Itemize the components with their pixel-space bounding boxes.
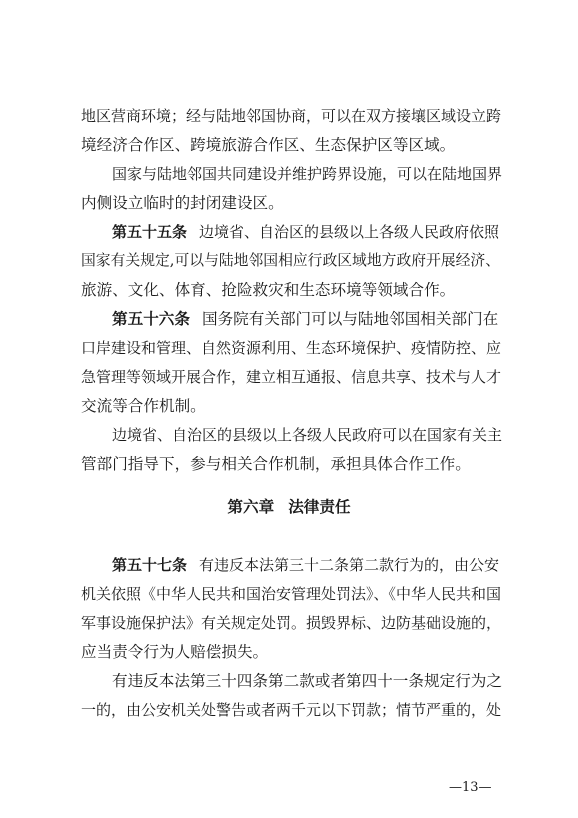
paragraph-line: 管部门指导下，参与相关合作机制，承担具体合作工作。 [81, 455, 471, 473]
chapter-heading [0, 497, 578, 517]
article-number: 第五十六条 [112, 310, 190, 328]
paragraph-line: 机关依照《中华人民共和国治安管理处罚法》、《中华人民共和国 [81, 585, 502, 603]
article-number: 第五十五条 [112, 223, 188, 241]
paragraph-text: 国务院有关部门可以与陆地邻国相关部门在 [201, 310, 499, 328]
paragraph-line: 国家有关规定,可以与陆地邻国相应行政区域地方政府开展经济、 [81, 252, 501, 269]
paragraph-line: 境经济合作区、跨境旅游合作区、生态保护区等区域。 [81, 136, 456, 154]
paragraph-line: 一的，由公安机关处警告或者两千元以下罚款；情节严重的，处 [81, 701, 502, 719]
paragraph-line: 军事设施保护法》有关规定处罚。损毁界标、边防基础设施的， [81, 614, 502, 632]
paragraph-line: 旅游、文化、体育、抢险救灾和生态环境等领域合作。 [81, 281, 456, 299]
article-number: 第五十七条 [112, 556, 188, 574]
paragraph-line: 地区营商环境；经与陆地邻国协商，可以在双方接壤区域设立跨 [81, 107, 502, 125]
paragraph-line: 内侧设立临时的封闭建设区。 [81, 194, 284, 212]
chapter-number: 第六章 [227, 498, 275, 516]
article-57-line [112, 555, 502, 575]
chapter-title: 法律责任 [288, 498, 351, 516]
paragraph-text: 边境省、自治区的县级以上各级人民政府依照 [199, 223, 500, 241]
page-number: —13— [449, 780, 492, 795]
paragraph-line: 应当责令行为人赔偿损失。 [81, 643, 269, 661]
article-55-line [112, 222, 502, 242]
paragraph-line: 有违反本法第三十四条第二款或者第四十一条规定行为之 [112, 672, 502, 690]
paragraph-line: 急管理等领域开展合作，建立相互通报、信息共享、技术与人才 [81, 368, 502, 386]
paragraph-line: 交流等合作机制。 [81, 397, 206, 415]
paragraph-line: 边境省、自治区的县级以上各级人民政府可以在国家有关主 [112, 426, 503, 444]
paragraph-line: 口岸建设和管理、自然资源利用、生态环境保护、疫情防控、应 [81, 339, 502, 357]
paragraph-text: 有违反本法第三十二条第二款行为的，由公安 [199, 556, 500, 574]
article-56-line [112, 309, 502, 329]
paragraph-line: 国家与陆地邻国共同建设并维护跨界设施，可以在陆地国界 [112, 165, 503, 183]
